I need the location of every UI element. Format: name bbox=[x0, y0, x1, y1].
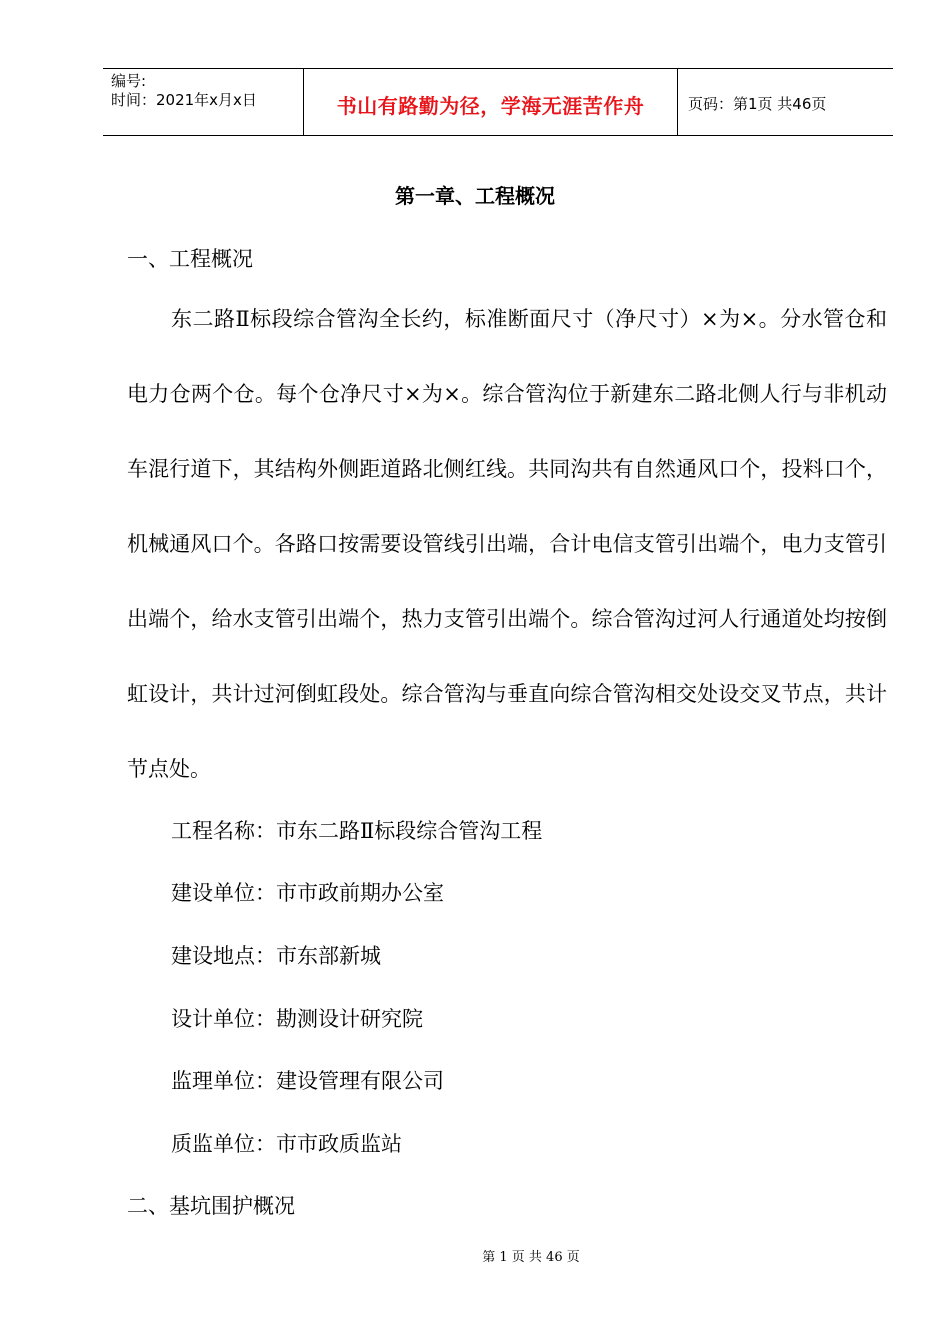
info-designer: 设计单位：勘测设计研究院 bbox=[171, 1007, 423, 1031]
header-meta bbox=[103, 69, 304, 135]
header-page-info: 页码：第1页 共46页 bbox=[688, 94, 827, 113]
number-label: 编号: bbox=[111, 72, 147, 90]
header-motto-cell bbox=[304, 69, 678, 135]
page-header bbox=[103, 68, 893, 136]
info-quality-station: 质监单位：市市政质监站 bbox=[171, 1132, 402, 1156]
info-location: 建设地点：市东部新城 bbox=[171, 944, 381, 968]
info-supervisor: 监理单位：建设管理有限公司 bbox=[171, 1069, 444, 1093]
header-page-info-cell bbox=[678, 69, 893, 135]
page-footer: 第 1 页 共 46 页 bbox=[482, 1250, 580, 1265]
section-heading-1: 一、工程概况 bbox=[127, 247, 253, 271]
overview-paragraph: 东二路Ⅱ标段综合管沟全长约，标准断面尺寸（净尺寸）×为×。分水管仓和电力仓两个仓。每个仓净尺寸×为×。综合管沟位于新建东二路北侧人行与非机动车混行道下，其结构外侧距道路北侧红线。共同沟共有自然通风口个，投料口个，机械通风口个。各路口按需要设管线引出端，合计电信支管引出端个，电力支管引出端个，给水支管引出端个，热力支管引出端个。综合管沟过河人行通道处均按倒虹设计，共计过河倒虹段处。综合管沟与垂直向综合管沟相交处设交叉节点，共计节点处。 bbox=[127, 307, 887, 781]
section-heading-2: 二、基坑围护概况 bbox=[127, 1194, 295, 1218]
chapter-title: 第一章、工程概况 bbox=[395, 184, 555, 208]
info-project-name: 工程名称：市东二路Ⅱ标段综合管沟工程 bbox=[171, 819, 543, 843]
time-label: 时间：2021年x月x日 bbox=[111, 91, 257, 109]
header-motto: 书山有路勤为径，学海无涯苦作舟 bbox=[336, 93, 645, 118]
info-client: 建设单位：市市政前期办公室 bbox=[171, 881, 444, 905]
